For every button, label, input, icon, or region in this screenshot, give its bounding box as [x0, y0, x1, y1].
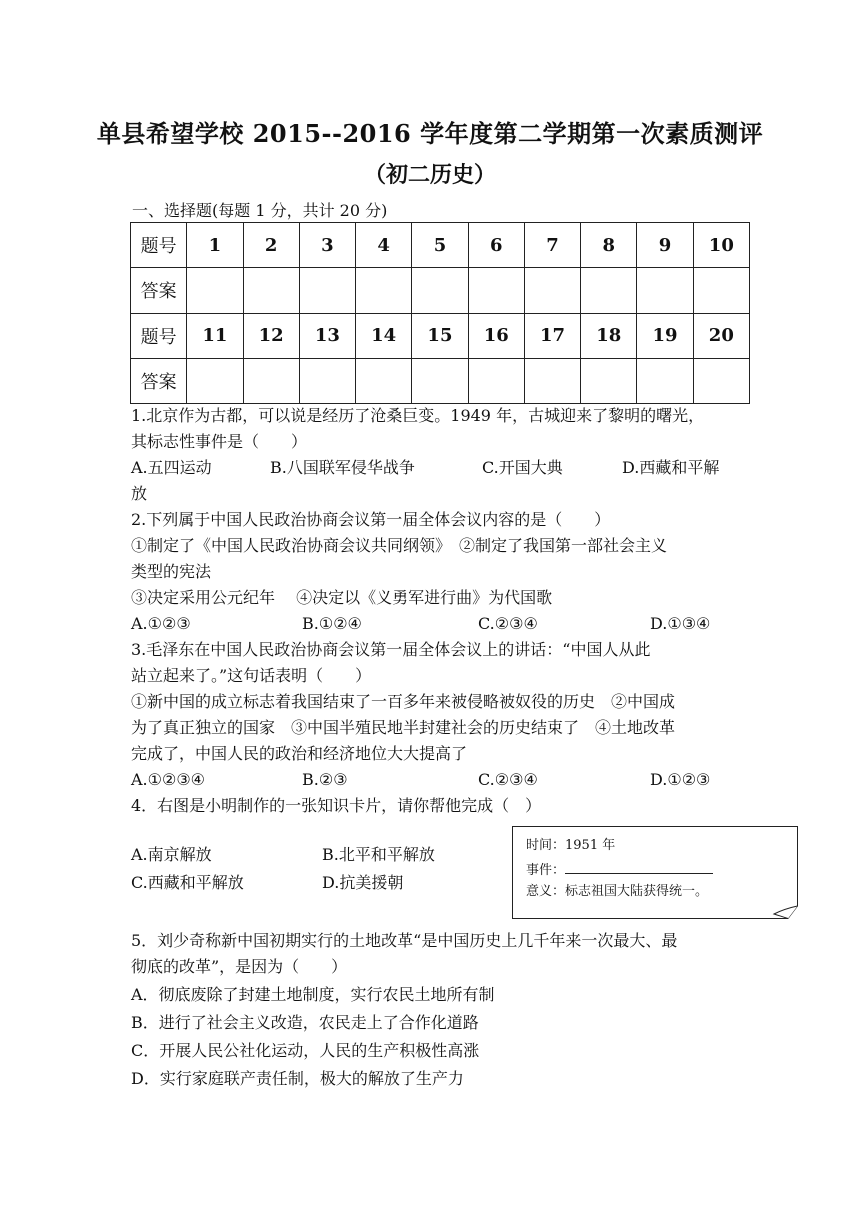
page-subtitle: （初二历史） [363, 162, 496, 188]
question-3-statement: ①新中国的成立标志着我国结束了一百多年来被侵略被奴役的历史 ②中国成 [131, 692, 676, 711]
question-number: 15 [412, 313, 468, 358]
question-number: 9 [637, 223, 693, 268]
question-3-option-d[interactable]: D.①②③ [650, 770, 711, 789]
answer-cell[interactable] [693, 358, 749, 403]
row-label: 题号 [131, 313, 187, 358]
question-number: 13 [299, 313, 355, 358]
question-number: 19 [637, 313, 693, 358]
question-number: 16 [468, 313, 524, 358]
question-4-option-d[interactable]: D.抗美援朝 [322, 873, 404, 892]
question-number: 12 [243, 313, 299, 358]
question-1-option-b[interactable]: B.八国联军侵华战争 [270, 458, 415, 477]
answer-cell[interactable] [356, 358, 412, 403]
answer-cell[interactable] [581, 268, 637, 313]
question-number: 3 [299, 223, 355, 268]
question-4-option-c[interactable]: C.西藏和平解放 [131, 873, 244, 892]
card-meaning: 意义：标志祖国大陆获得统一。 [526, 884, 709, 899]
question-1-stem: 1.北京作为古都，可以说是经历了沧桑巨变。1949 年，古城迎来了黎明的曙光， [131, 406, 705, 425]
answer-cell[interactable] [187, 268, 243, 313]
row-label: 答案 [131, 268, 187, 313]
table-row [131, 358, 750, 403]
answer-cell[interactable] [299, 268, 355, 313]
question-1-option-a[interactable]: A.五四运动 [131, 458, 212, 477]
question-5-stem: 彻底的改革”，是因为（ ） [131, 957, 348, 976]
answer-cell[interactable] [524, 358, 580, 403]
question-2-statement: 类型的宪法 [131, 562, 212, 581]
table-row [131, 268, 750, 313]
question-2-stem: 2.下列属于中国人民政治协商会议第一届全体会议内容的是（ ） [131, 510, 611, 529]
answer-cell[interactable] [299, 358, 355, 403]
question-number: 17 [524, 313, 580, 358]
question-number: 18 [581, 313, 637, 358]
question-1-option-d[interactable]: D.西藏和平解 [622, 458, 720, 477]
question-5-option-d[interactable]: D．实行家庭联产责任制，极大的解放了生产力 [131, 1069, 464, 1088]
card-event-blank[interactable] [565, 861, 713, 874]
question-number: 2 [243, 223, 299, 268]
question-3-stem: 站立起来了。”这句话表明（ ） [131, 666, 372, 685]
question-1-stem: 其标志性事件是（ ） [131, 432, 308, 451]
question-number: 7 [524, 223, 580, 268]
question-3-option-c[interactable]: C.②③④ [478, 770, 538, 789]
section-heading: 一、选择题(每题 1 分，共计 20 分) [132, 201, 388, 220]
question-4-stem: 4．右图是小明制作的一张知识卡片，请你帮他完成（ ） [131, 796, 542, 815]
question-number: 4 [356, 223, 412, 268]
question-5-stem: 5．刘少奇称新中国初期实行的土地改革“是中国历史上几千年来一次最大、最 [131, 931, 678, 950]
answer-cell[interactable] [412, 358, 468, 403]
question-number: 6 [468, 223, 524, 268]
question-5-option-b[interactable]: B．进行了社会主义改造，农民走上了合作化道路 [131, 1013, 479, 1032]
question-3-option-b[interactable]: B.②③ [302, 770, 348, 789]
question-2-option-c[interactable]: C.②③④ [478, 614, 538, 633]
question-1-option-c[interactable]: C.开国大典 [482, 458, 563, 477]
question-number: 20 [693, 313, 749, 358]
question-number: 11 [187, 313, 243, 358]
answer-cell[interactable] [356, 268, 412, 313]
answer-cell[interactable] [243, 358, 299, 403]
answer-cell[interactable] [524, 268, 580, 313]
question-number: 5 [412, 223, 468, 268]
answer-cell[interactable] [637, 268, 693, 313]
table-row [131, 223, 750, 268]
question-3-option-a[interactable]: A.①②③④ [131, 770, 206, 789]
question-5-option-a[interactable]: A．彻底废除了封建土地制度，实行农民土地所有制 [131, 985, 495, 1004]
question-2-option-a[interactable]: A.①②③ [131, 614, 191, 633]
question-3-statement: 完成了，中国人民的政治和经济地位大大提高了 [131, 744, 468, 763]
knowledge-card [512, 826, 798, 918]
question-4-option-b[interactable]: B.北平和平解放 [322, 845, 435, 864]
table-row [131, 313, 750, 358]
row-label: 答案 [131, 358, 187, 403]
answer-cell[interactable] [187, 358, 243, 403]
answer-cell[interactable] [243, 268, 299, 313]
answer-cell[interactable] [468, 358, 524, 403]
answer-cell[interactable] [412, 268, 468, 313]
question-2-statement: ①制定了《中国人民政治协商会议共同纲领》 ②制定了我国第一部社会主义 [131, 536, 668, 555]
row-label: 题号 [131, 223, 187, 268]
question-2-statement: ③决定采用公元纪年 ④决定以《义勇军进行曲》为代国歌 [131, 588, 553, 607]
card-event-label: 事件： [526, 863, 566, 878]
page-title: 单县希望学校 2015--2016 学年度第二学期第一次素质测评 [96, 119, 764, 148]
question-1-option-d-wrap: 放 [131, 484, 148, 503]
question-number: 10 [693, 223, 749, 268]
card-time: 时间：1951 年 [526, 838, 616, 853]
question-2-option-b[interactable]: B.①②④ [302, 614, 362, 633]
question-number: 14 [356, 313, 412, 358]
answer-cell[interactable] [468, 268, 524, 313]
answer-cell[interactable] [637, 358, 693, 403]
answer-table [130, 222, 750, 404]
question-3-statement: 为了真正独立的国家 ③中国半殖民地半封建社会的历史结束了 ④土地改革 [131, 718, 676, 737]
answer-cell[interactable] [693, 268, 749, 313]
question-2-option-d[interactable]: D.①③④ [650, 614, 711, 633]
answer-cell[interactable] [581, 358, 637, 403]
question-4-option-a[interactable]: A.南京解放 [131, 845, 212, 864]
question-number: 8 [581, 223, 637, 268]
question-5-option-c[interactable]: C．开展人民公社化运动，人民的生产积极性高涨 [131, 1041, 480, 1060]
card-event [526, 861, 713, 880]
question-number: 1 [187, 223, 243, 268]
question-3-stem: 3.毛泽东在中国人民政治协商会议第一届全体会议上的讲话：“中国人从此 [131, 640, 651, 659]
